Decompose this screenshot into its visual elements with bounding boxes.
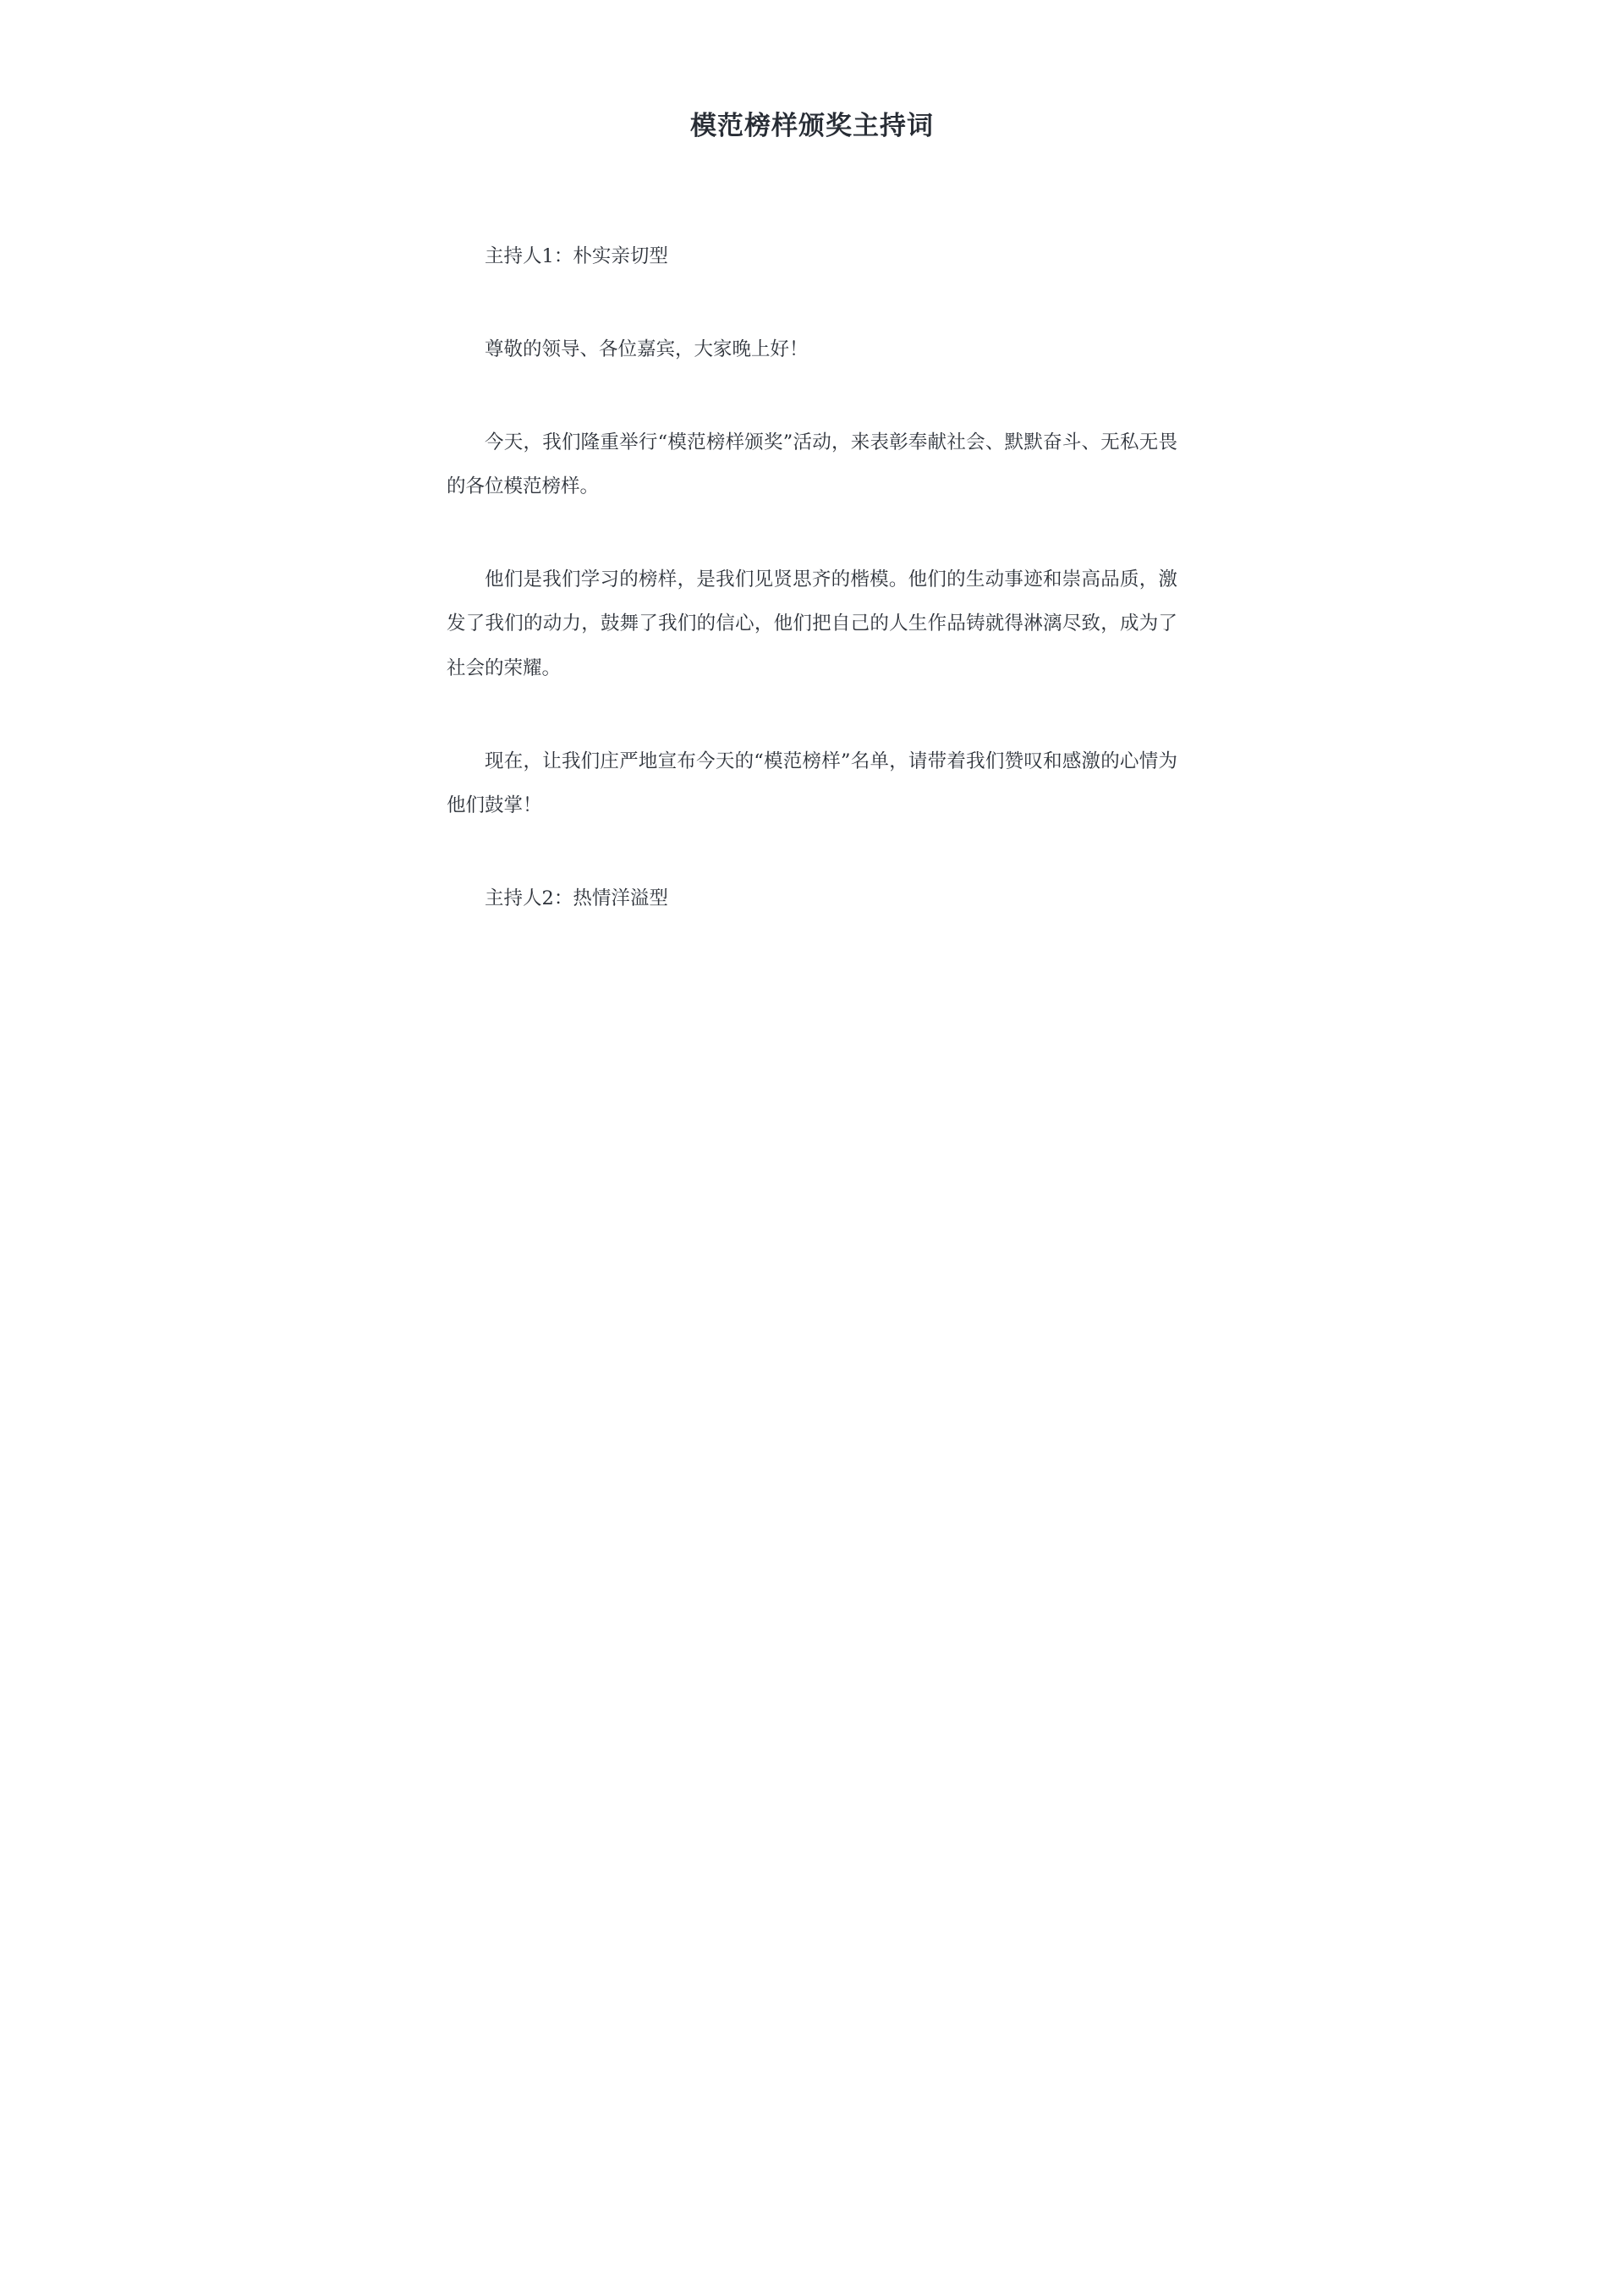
paragraph-role-models: 他们是我们学习的榜样，是我们见贤思齐的楷模。他们的生动事迹和崇高品质，激发了我们的动力，鼓舞了我们的信心，他们把自己的人生作品铸就得淋漓尽致，成为了社会的荣耀。 <box>447 569 1177 679</box>
paragraph-greeting: 尊敬的领导、各位嘉宾，大家晚上好！ <box>485 338 809 360</box>
paragraph-event-intro: 今天，我们隆重举行“模范榜样颁奖”活动，来表彰奉献社会、默默奋斗、无私无畏的各位模范榜样。 <box>447 431 1177 498</box>
paragraph-host2-label: 主持人2：热情洋溢型 <box>485 887 668 910</box>
document-page <box>338 0 1286 1339</box>
page-title: 模范榜样颁奖主持词 <box>690 111 934 141</box>
paragraph-announce-list: 现在，让我们庄严地宣布今天的“模范榜样”名单，请带着我们赞叹和感激的心情为他们鼓掌！ <box>447 750 1177 816</box>
paragraph-host1-label: 主持人1：朴实亲切型 <box>485 244 668 267</box>
document-body <box>447 234 1177 921</box>
